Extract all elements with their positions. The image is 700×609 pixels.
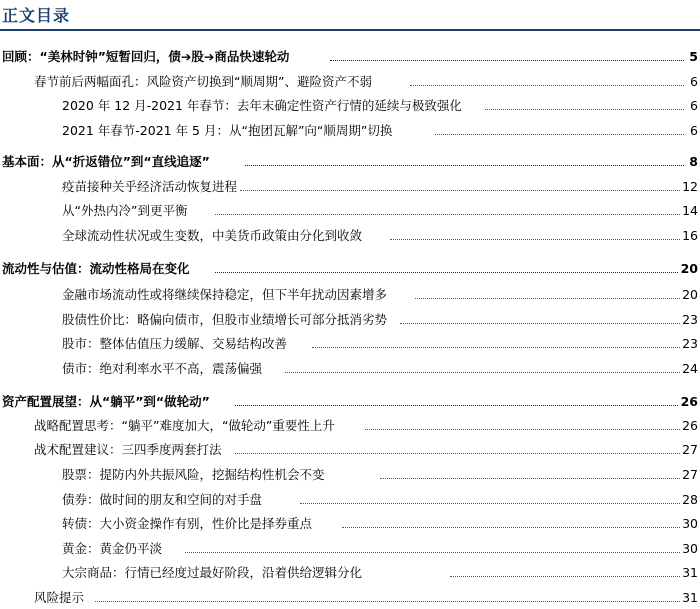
toc-entry-page: 31 (680, 588, 698, 608)
toc-entry-page: 6 (688, 96, 698, 116)
toc-entry-sub-2-3[interactable] (0, 226, 700, 246)
toc-entry-label: 全球流动性状况或生变数，中美货币政策由分化到收敛 (62, 226, 364, 246)
toc-entry-label: 股票：提防内外共振风险，挖掘结构性机会不变 (62, 465, 327, 485)
toc-entry-page: 6 (688, 72, 698, 92)
toc-entry-sub-4-2[interactable] (0, 440, 700, 460)
dot-leader (330, 60, 684, 61)
toc-entry-sub-3-1[interactable] (0, 285, 700, 305)
toc-entry-section-4[interactable] (0, 392, 700, 412)
toc-entry-section-1[interactable] (0, 47, 700, 67)
dot-leader (215, 214, 684, 215)
toc-entry-section-2[interactable] (0, 152, 700, 172)
toc-entry-sub-2-2[interactable] (0, 201, 700, 221)
toc-entry-label: 回顾：“美林时钟”短暂回归，债➔股➔商品快速轮动 (2, 47, 291, 67)
toc-entry-page: 23 (680, 334, 698, 354)
dot-leader (380, 478, 684, 479)
dot-leader (365, 429, 684, 430)
toc-entry-page: 14 (680, 201, 698, 221)
toc-entry-sub-1-1-1[interactable] (0, 96, 700, 116)
title-divider (0, 29, 700, 31)
toc-entry-label: 2020 年 12 月-2021 年春节：去年末确定性资产行情的延续与极致强化 (62, 96, 464, 116)
toc-entry-page: 26 (679, 392, 698, 412)
toc-entry-page: 24 (680, 359, 698, 379)
toc-entry-label: 股市：整体估值压力缓解、交易结构改善 (62, 334, 289, 354)
toc-entry-sub-4-1[interactable] (0, 416, 700, 436)
toc-entry-label: 黄金：黄金仍平淡 (62, 539, 164, 559)
toc-entry-label: 大宗商品：行情已经度过最好阶段，沿着供给逻辑分化 (62, 563, 364, 583)
dot-leader (215, 272, 684, 273)
dot-leader (95, 601, 684, 602)
toc-entry-label: 基本面：从“折返错位”到“直线追逐” (2, 152, 212, 172)
dot-leader (435, 134, 684, 135)
toc-entry-label: 债券：做时间的朋友和空间的对手盘 (62, 490, 264, 510)
toc-entry-label: 金融市场流动性或将继续保持稳定，但下半年扰动因素增多 (62, 285, 389, 305)
toc-entry-page: 26 (680, 416, 698, 436)
toc-entry-label: 股债性价比：略偏向债市，但股市业绩增长可部分抵消劣势 (62, 310, 389, 330)
toc-entry-label: 战略配置思考：“躺平”难度加大，“做轮动”重要性上升 (34, 416, 337, 436)
dot-leader (300, 503, 684, 504)
toc-entry-label: 从“外热内冷”到更平衡 (62, 201, 189, 221)
dot-leader (390, 239, 684, 240)
toc-entry-section-3[interactable] (0, 259, 700, 279)
toc-entry-page: 30 (680, 539, 698, 559)
dot-leader (235, 453, 684, 454)
dot-leader (485, 109, 684, 110)
toc-entry-page: 27 (680, 440, 698, 460)
toc-title: 正文目录 (2, 6, 71, 25)
dot-leader (235, 405, 684, 406)
dot-leader (245, 165, 684, 166)
toc-entry-label: 流动性与估值：流动性格局在变化 (2, 259, 192, 279)
dot-leader (400, 323, 684, 324)
toc-entry-page: 30 (680, 514, 698, 534)
dot-leader (285, 372, 684, 373)
toc-entry-page: 20 (679, 259, 698, 279)
toc-entry-page: 28 (680, 490, 698, 510)
dot-leader (450, 576, 684, 577)
toc-entry-sub-1-1-2[interactable] (0, 121, 700, 141)
toc-entry-label: 疫苗接种关乎经济活动恢复进程 (62, 177, 239, 197)
toc-entry-sub-4-2-1[interactable] (0, 465, 700, 485)
toc-entry-label: 2021 年春节-2021 年 5 月：从“抱团瓦解”向“顺周期”切换 (62, 121, 394, 141)
toc-entry-page: 23 (680, 310, 698, 330)
toc-entry-page: 16 (680, 226, 698, 246)
toc-entry-sub-2-1[interactable] (0, 177, 700, 197)
dot-leader (410, 85, 684, 86)
dot-leader (240, 190, 684, 191)
toc-entry-page: 27 (680, 465, 698, 485)
toc-entry-label: 春节前后两幅面孔：风险资产切换到“顺周期”、避险资产不弱 (34, 72, 374, 92)
toc-entry-label: 资产配置展望：从“躺平”到“做轮动” (2, 392, 212, 412)
toc-entry-page: 20 (680, 285, 698, 305)
toc-entry-sub-3-2[interactable] (0, 310, 700, 330)
dot-leader (312, 347, 684, 348)
toc-entry-sub-4-2-2[interactable] (0, 490, 700, 510)
toc-entry-sub-4-2-5[interactable] (0, 563, 700, 583)
toc-entry-page: 5 (687, 47, 698, 67)
dot-leader (342, 527, 684, 528)
dot-leader (185, 552, 684, 553)
toc-entry-label: 风险提示 (34, 588, 86, 608)
toc-entry-page: 12 (680, 177, 698, 197)
toc-entry-sub-3-3[interactable] (0, 334, 700, 354)
toc-entry-label: 债市：绝对利率水平不高，震荡偏强 (62, 359, 264, 379)
toc-entry-sub-3-4[interactable] (0, 359, 700, 379)
toc-entry-sub-4-2-3[interactable] (0, 514, 700, 534)
toc-entry-sub-4-2-4[interactable] (0, 539, 700, 559)
toc-entry-label: 战术配置建议：三四季度两套打法 (34, 440, 224, 460)
dot-leader (415, 298, 684, 299)
toc-entry-sub-1-1[interactable] (0, 72, 700, 92)
toc-entry-page: 6 (688, 121, 698, 141)
toc-entry-label: 转债：大小资金操作有别，性价比是择券重点 (62, 514, 314, 534)
toc-entry-page: 8 (687, 152, 698, 172)
toc-entry-page: 31 (680, 563, 698, 583)
toc-entry-sub-4-3[interactable] (0, 588, 700, 608)
